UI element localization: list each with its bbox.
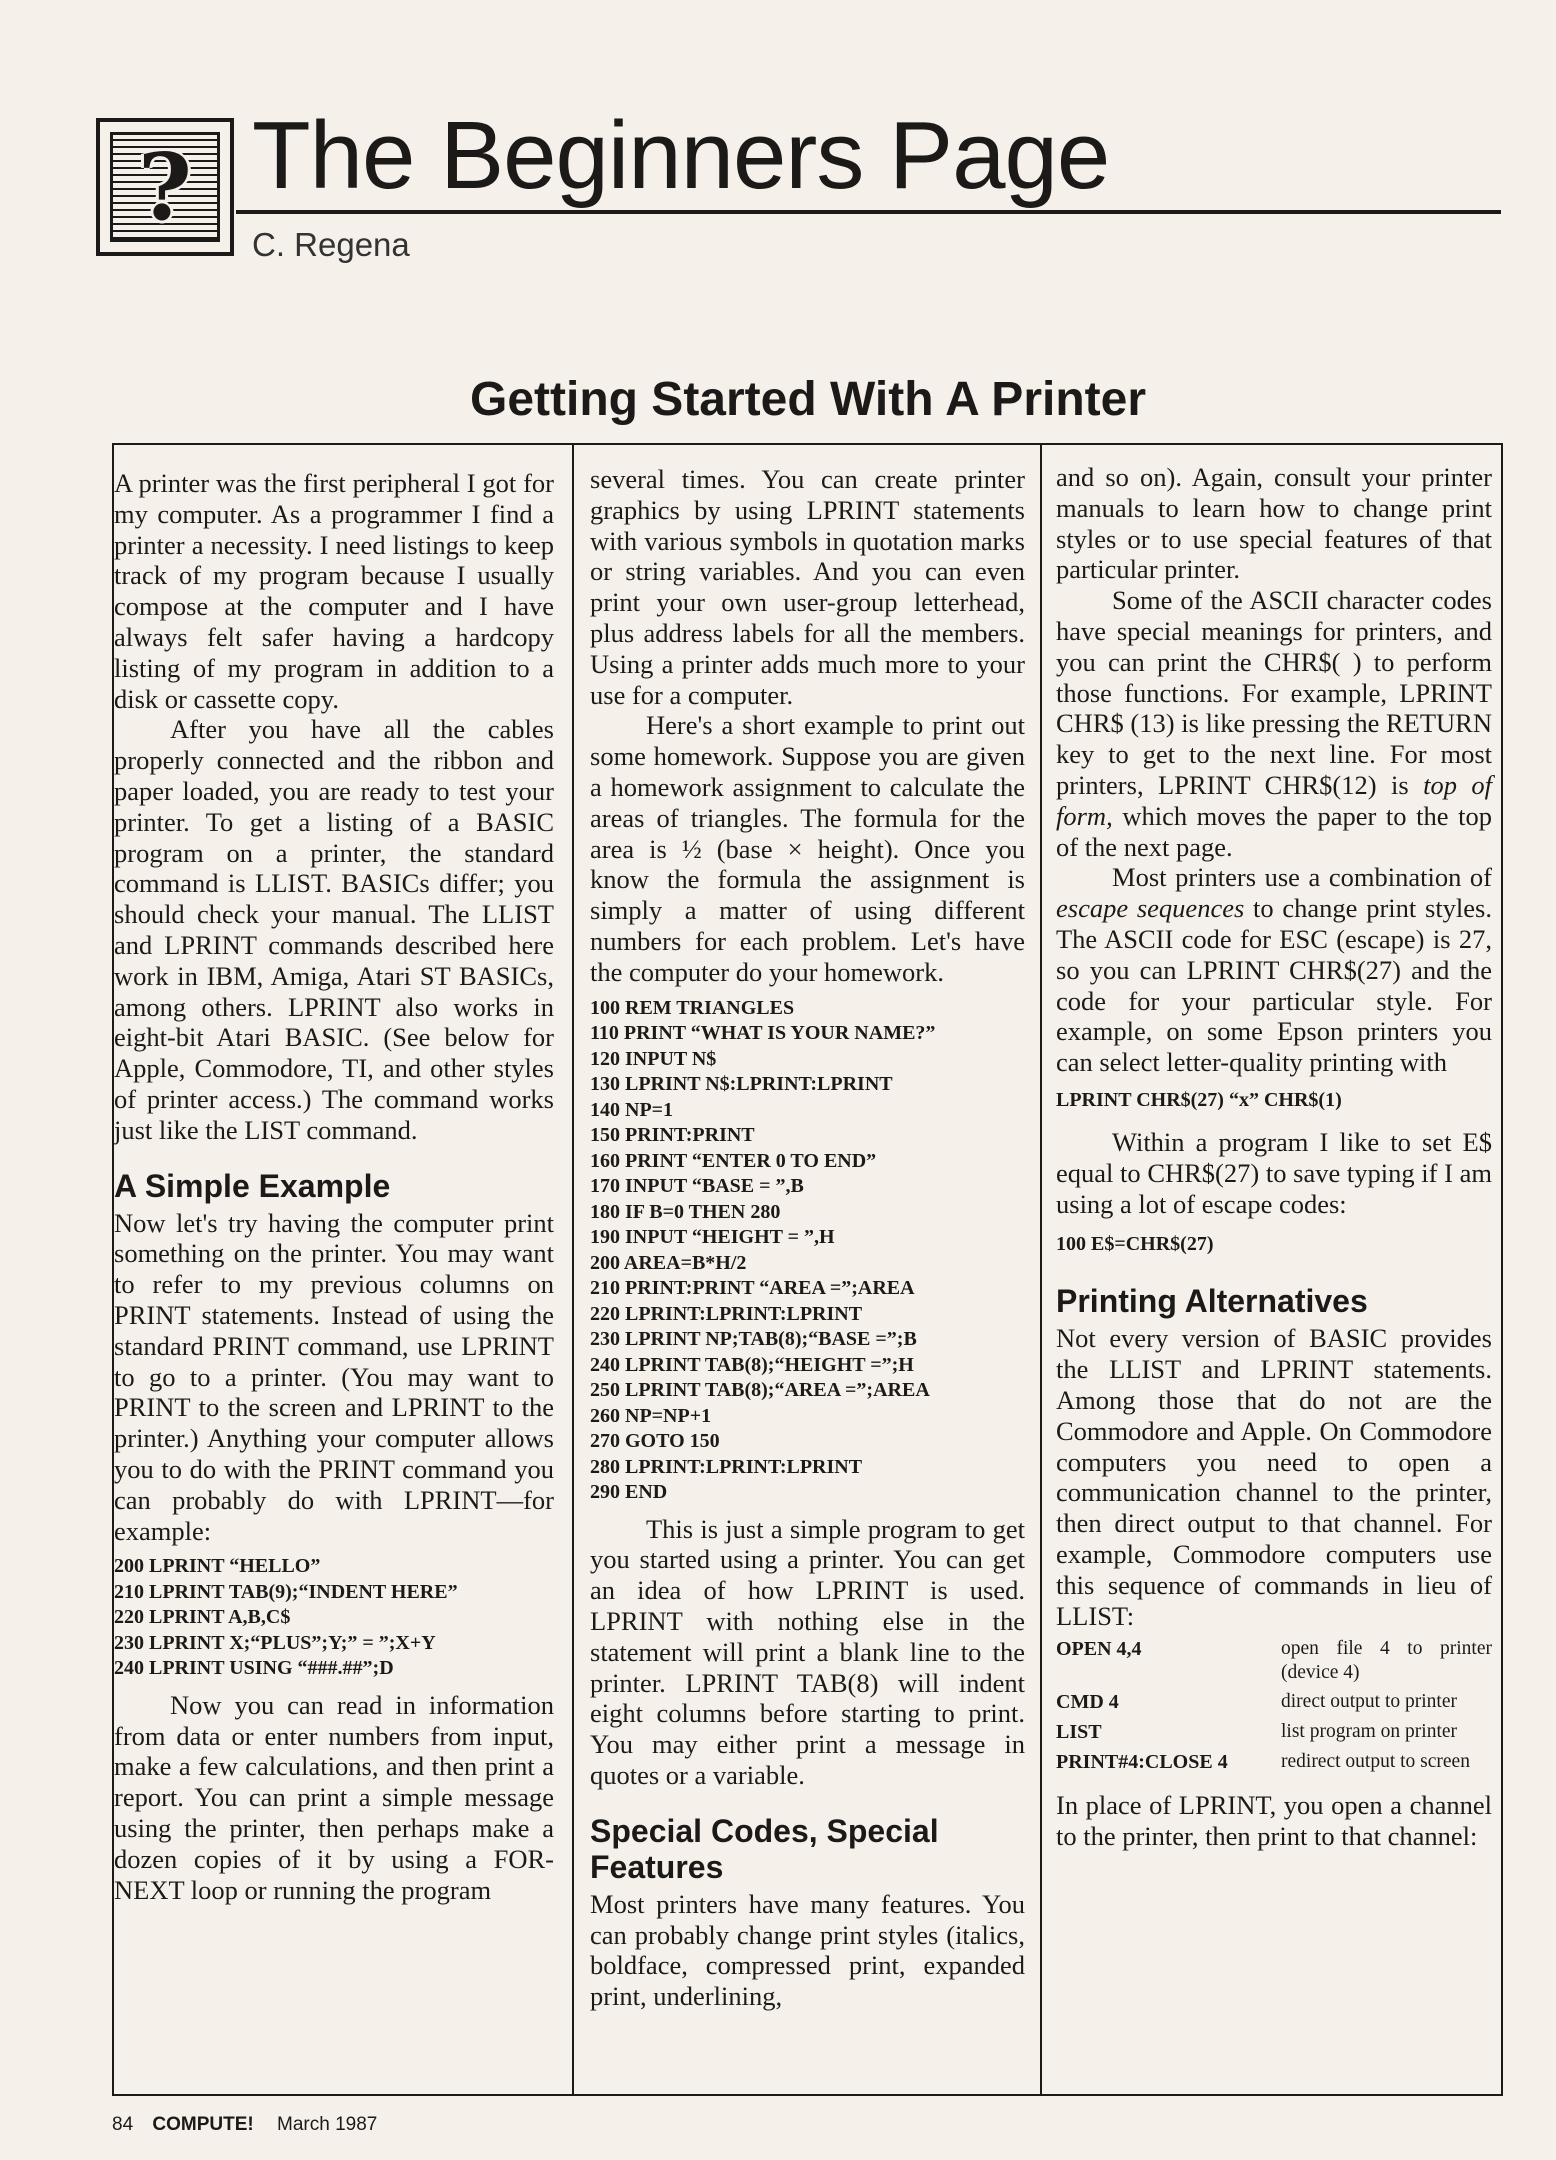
paragraph: Now let's try having the computer print something on the printer. You may want to refer to my previous columns on PRINT statements. Instead of using the standard PRINT command, use LPRINT to go to a printer. (You may want to PRINT to the screen and LPRINT to the printer.) Anything your computer allows you to do with the PRINT command you can probably do with LPRINT—for example: (114, 1207, 554, 1546)
author-byline: C. Regena (252, 226, 410, 263)
column-divider (572, 443, 574, 2096)
paragraph: Within a program I like to set E$ equal to CHR$(27) to save typing if I am using a lot of escape codes: (1056, 1127, 1492, 1220)
section-heading: Special Codes, Special Features (590, 1812, 939, 1885)
page-number: 84 (112, 2114, 134, 2135)
column-3 (1056, 462, 1492, 1852)
table-row (1056, 1720, 1492, 1750)
question-mark-icon: ? (96, 118, 234, 256)
description-cell: open file 4 to printer (device 4) (1281, 1638, 1492, 1683)
column-divider (1040, 443, 1042, 2096)
page-title: The Beginners Page (252, 102, 1110, 209)
command-cell: CMD 4 (1056, 1691, 1119, 1714)
paragraph: This is just a simple program to get you started using a printer. You can get an idea of how LPRINT is used. LPRINT with nothing else in the statement will print a blank line to the printer. LPRINT TAB(8) will indent eight columns before starting to print. You may either print a message in quotes or a variable. (590, 1513, 1025, 1790)
table-row (1056, 1750, 1492, 1780)
column-1 (114, 468, 554, 1905)
paragraph: Now you can read in information from data or enter numbers from input, make a few calculations, and then print a report. You can print a simple message using the printer, then perhaps make a dozen copies of it by using a FOR-NEXT loop or running the program (114, 1689, 554, 1905)
paragraph: Not every version of BASIC provides the LLIST and LPRINT statements. Among those that do not are the Commodore and Apple. On Commodore computers you need to open a communication channel to the printer, then direct output to that channel. For example, Commodore computers use this sequence of commands in lieu of LLIST: (1056, 1323, 1492, 1631)
code-listing: 100 E$=CHR$(27) (1056, 1232, 1214, 1255)
description-cell: redirect output to screen (1281, 1751, 1470, 1773)
code-listing: 200 LPRINT “HELLO” 210 LPRINT TAB(9);“INDENT HERE” 220 LPRINT A,B,C$ 230 LPRINT X;“PLUS”;Y;” = ”;X+Y 240 LPRINT USING “###.##”;D (114, 1555, 458, 1680)
paragraph: and so on). Again, consult your printer manuals to learn how to change print styles or to use special features of that particular printer. (1056, 462, 1492, 585)
command-cell: OPEN 4,4 (1056, 1638, 1142, 1661)
paragraph: Most printers use a combination of escape sequences to change print styles. The ASCII code for ESC (escape) is 27, so you can LPRINT CHR$(27) and the code for your particular style. For example, on some Epson printers you can select letter-quality printing with (1056, 862, 1492, 1078)
table-row (1056, 1690, 1492, 1720)
description-cell: direct output to printer (1281, 1691, 1457, 1713)
table-row (1056, 1637, 1492, 1690)
magazine-name: COMPUTE! (152, 2114, 254, 2135)
paragraph: A printer was the first peripheral I got for my computer. As a programmer I find a printer a necessity. I need listings to keep track of my program because I usually compose at the computer and I have always felt safer having a hardcopy listing of my program in addition to a disk or cassette copy. (114, 468, 554, 714)
command-cell: PRINT#4:CLOSE 4 (1056, 1751, 1228, 1774)
issue-date: March 1987 (277, 2114, 378, 2135)
section-heading: Printing Alternatives (1056, 1283, 1368, 1320)
page-footer (112, 2114, 377, 2136)
paragraph: several times. You can create printer graphics by using LPRINT statements with various symbols in quotation marks or string variables. And you can even print your own user-group letterhead, plus address labels for all the members. Using a printer adds much more to your use for a computer. (590, 464, 1025, 710)
article-title: Getting Started With A Printer (469, 373, 1147, 426)
column-2 (590, 464, 1025, 2012)
title-rule (236, 210, 1501, 214)
paragraph: Most printers have many features. You can probably change print styles (italics, boldface, compressed print, expanded print, underlining, (590, 1888, 1025, 2012)
paragraph: Some of the ASCII character codes have special meanings for printers, and you can print the CHR$( ) to perform those functions. For example, LPRINT CHR$ (13) is like pressing the RETURN key to get to the next line. For most printers, LPRINT CHR$(12) is top of form, which moves the paper to the top of the next page. (1056, 585, 1492, 862)
command-table (1056, 1637, 1492, 1780)
code-listing: 100 REM TRIANGLES 110 PRINT “WHAT IS YOUR NAME?” 120 INPUT N$ 130 LPRINT N$:LPRINT:LPRINT 140 NP=1 150 PRINT:PRINT 160 PRINT “ENTER 0 TO END” 170 INPUT “BASE = ”,B 180 IF B=0 THEN 280 190 INPUT “HEIGHT = ”,H 200 AREA=B*H/2 210 PRINT:PRINT “AREA =”;AREA 220 LPRINT:LPRINT:LPRINT 230 LPRINT NP;TAB(8);“BASE =”;B 240 LPRINT TAB(8);“HEIGHT =”;H 250 LPRINT TAB(8);“AREA =”;AREA 260 NP=NP+1 270 GOTO 150 280 LPRINT:LPRINT:LPRINT 290 END (590, 996, 936, 1504)
section-heading: A Simple Example (114, 1167, 391, 1204)
paragraph: In place of LPRINT, you open a channel to the printer, then print to that channel: (1056, 1790, 1492, 1852)
description-cell: list program on printer (1281, 1721, 1458, 1743)
code-listing: LPRINT CHR$(27) “x” CHR$(1) (1056, 1088, 1342, 1111)
paragraph: After you have all the cables properly connected and the ribbon and paper loaded, you are ready to test your printer. To get a listing of a BASIC program on a printer, the standard command is LLIST. BASICs differ; you should check your manual. The LLIST and LPRINT commands described here work in IBM, Amiga, Atari ST BASICs, among others. LPRINT also works in eight-bit Atari BASIC. (See below for Apple, Commodore, TI, and other styles of printer access.) The command works just like the LIST command. (114, 714, 554, 1145)
paragraph: Here's a short example to print out some homework. Suppose you are given a homework assignment to calculate the areas of triangles. The formula for the area is ½ (base × height). Once you know the formula the assignment is simply a matter of using different numbers for each problem. Let's have the computer do your homework. (590, 710, 1025, 987)
command-cell: LIST (1056, 1721, 1102, 1744)
